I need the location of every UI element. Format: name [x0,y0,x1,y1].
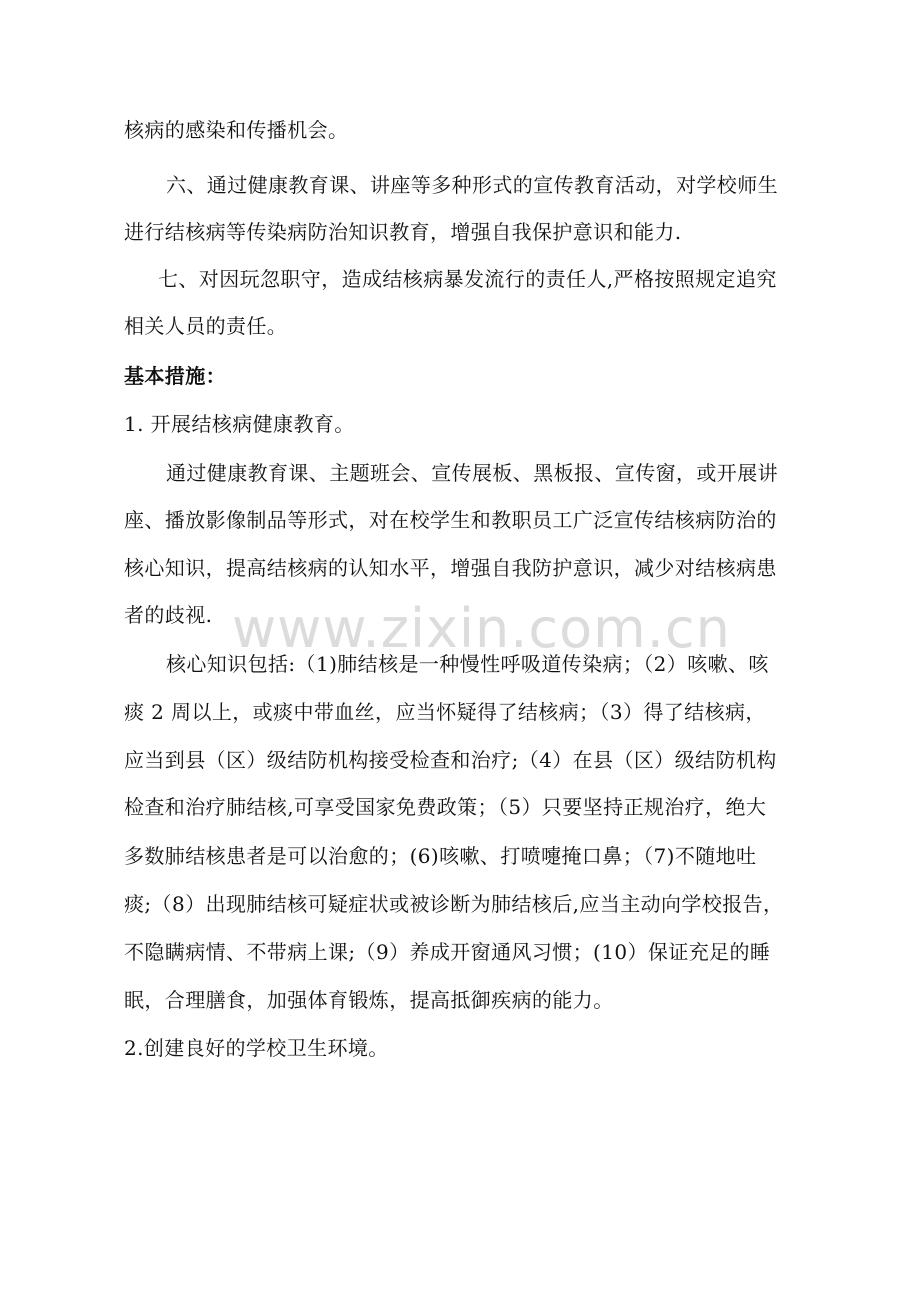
paragraph-six-line-1: 六、通过健康教育课、讲座等多种形式的宣传教育活动，对学校师生 [166,173,778,197]
paragraph-six-line-2: 进行结核病等传染病防治知识教育，增强自我保护意识和能力. [124,220,682,244]
paragraph-seven-line-1: 七、对因玩忽职守，造成结核病暴发流行的责任人,严格按照规定追究 [158,267,777,291]
core-knowledge-line-5: 多数肺结核患者是可以治愈的；(6)咳嗽、打喷嚏掩口鼻；（7)不随地吐 [124,844,757,868]
measure-1-body-line-4: 者的歧视. [124,603,213,627]
core-knowledge-line-7: 不隐瞒病情、不带病上课;（9）养成开窗通风习惯；(10）保证充足的睡 [124,940,771,964]
text-line: 核病的感染和传播机会。 [124,118,349,142]
section-heading: 基本措施： [124,364,226,388]
measure-1-body-line-2: 座、播放影像制品等形式，对在校学生和教职员工广泛宣传结核病防治的 [124,508,777,532]
paragraph-seven-line-2: 相关人员的责任。 [124,314,288,338]
measure-1-body-line-3: 核心知识，提高结核病的认知水平，增强自我防护意识，减少对结核病患 [124,556,777,580]
core-knowledge-line-8: 眠，合理膳食，加强体育锻炼，提高抵御疾病的能力。 [124,988,614,1012]
measure-2-title: 2.创建良好的学校卫生环境。 [124,1036,389,1060]
core-knowledge-line-1: 核心知识包括:（1)肺结核是一种慢性呼吸道传染病；（2）咳嗽、咳 [166,652,769,676]
watermark: www.zixin.com.cn [232,597,731,660]
core-knowledge-line-4: 检查和治疗肺结核,可享受国家免费政策；（5）只要坚持正规治疗，绝大 [124,795,767,819]
core-knowledge-line-3: 应当到县（区）级结防机构接受检查和治疗;（4）在县（区）级结防机构 [124,748,777,772]
core-knowledge-line-6: 痰;（8）出现肺结核可疑症状或被诊断为肺结核后,应当主动向学校报告， [124,892,784,916]
measure-1-body-line-1: 通过健康教育课、主题班会、宣传展板、黑板报、宣传窗，或开展讲 [166,461,778,485]
core-knowledge-line-2: 痰 2 周以上，或痰中带血丝，应当怀疑得了结核病；（3）得了结核病， [124,700,766,724]
measure-1-title: 1. 开展结核病健康教育。 [124,412,355,436]
